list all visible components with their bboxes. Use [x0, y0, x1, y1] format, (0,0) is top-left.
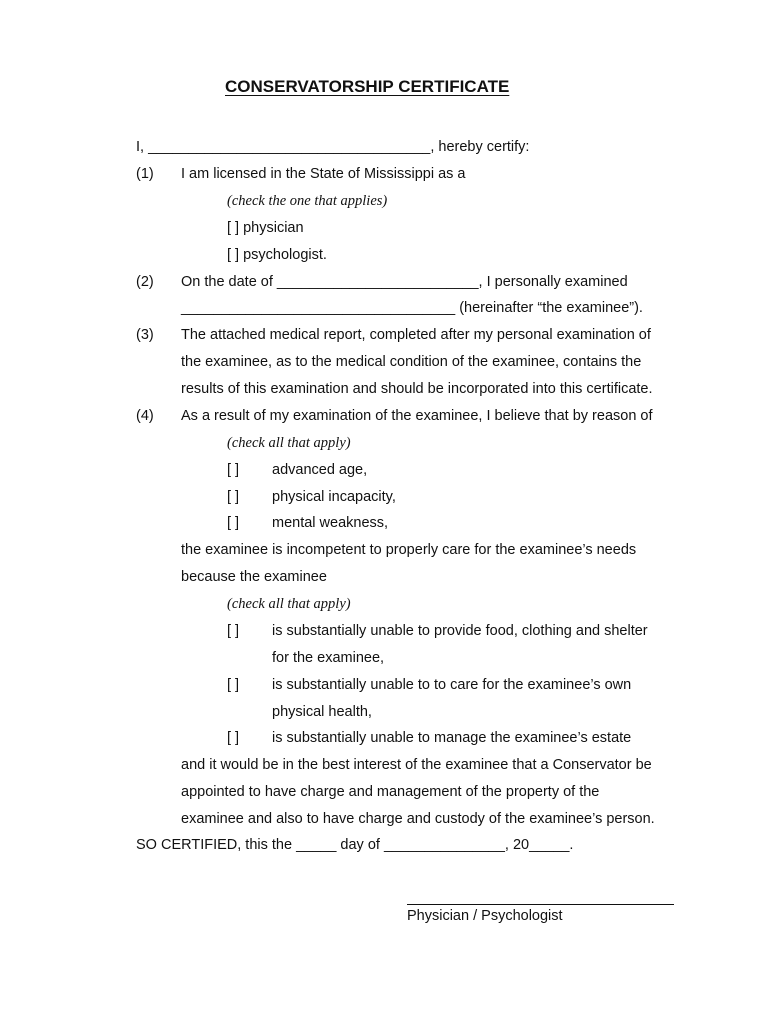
reason-physical-incapacity: physical incapacity,: [272, 489, 396, 505]
signature-label: Physician / Psychologist: [407, 908, 563, 924]
item-number: (3): [136, 327, 154, 343]
instruction-text: (check all that apply): [227, 596, 351, 612]
item-number: (4): [136, 408, 154, 424]
item-text: The attached medical report, completed after my personal examination of: [181, 327, 651, 343]
item-text: results of this examination and should be incorporated into this certificate.: [181, 381, 653, 397]
instruction-text: (check the one that applies): [227, 193, 388, 209]
item-text: __________________________________ (hereinafter “the examinee”).: [181, 300, 643, 316]
item-text: the examinee is incompetent to properly care for the examinee’s needs: [181, 542, 637, 558]
item-text: On the date of _________________________, I personally examined: [181, 274, 628, 290]
condition-text: is substantially unable to to care for the examinee’s own: [272, 677, 632, 693]
reason-mental-weakness: mental weakness,: [272, 515, 389, 531]
checkbox: [ ]: [227, 515, 240, 531]
item-text: I am licensed in the State of Mississippi as a: [181, 166, 466, 182]
item-text: the examinee, as to the medical condition of the examinee, contains the: [181, 354, 642, 370]
condition-text: for the examinee,: [272, 650, 385, 666]
checkbox-option-physician: [ ] physician: [227, 220, 304, 236]
signature-line: [407, 904, 674, 905]
item-text: examinee and also to have charge and custody of the examinee’s person.: [181, 811, 655, 827]
checkbox: [ ]: [227, 623, 240, 639]
document-title: CONSERVATORSHIP CERTIFICATE: [225, 77, 510, 96]
checkbox: [ ]: [227, 489, 240, 505]
item-text: As a result of my examination of the examinee, I believe that by reason of: [181, 408, 653, 424]
condition-text: is substantially unable to provide food, clothing and shelter: [272, 623, 648, 639]
item-text: appointed to have charge and management of the property of the: [181, 784, 600, 800]
reason-advanced-age: advanced age,: [272, 462, 368, 478]
checkbox: [ ]: [227, 462, 240, 478]
checkbox: [ ]: [227, 730, 240, 746]
item-text: because the examinee: [181, 569, 327, 585]
intro-line: I, ___________________________________, hereby certify:: [136, 139, 530, 155]
instruction-text: (check all that apply): [227, 435, 351, 451]
item-number: (2): [136, 274, 154, 290]
condition-text: is substantially unable to manage the examinee’s estate: [272, 730, 632, 746]
certified-line: SO CERTIFIED, this the _____ day of _______________, 20_____.: [136, 837, 574, 853]
condition-text: physical health,: [272, 704, 372, 720]
checkbox: [ ]: [227, 677, 240, 693]
checkbox-option-psychologist: [ ] psychologist.: [227, 247, 327, 263]
item-number: (1): [136, 166, 154, 182]
item-text: and it would be in the best interest of the examinee that a Conservator be: [181, 757, 652, 773]
